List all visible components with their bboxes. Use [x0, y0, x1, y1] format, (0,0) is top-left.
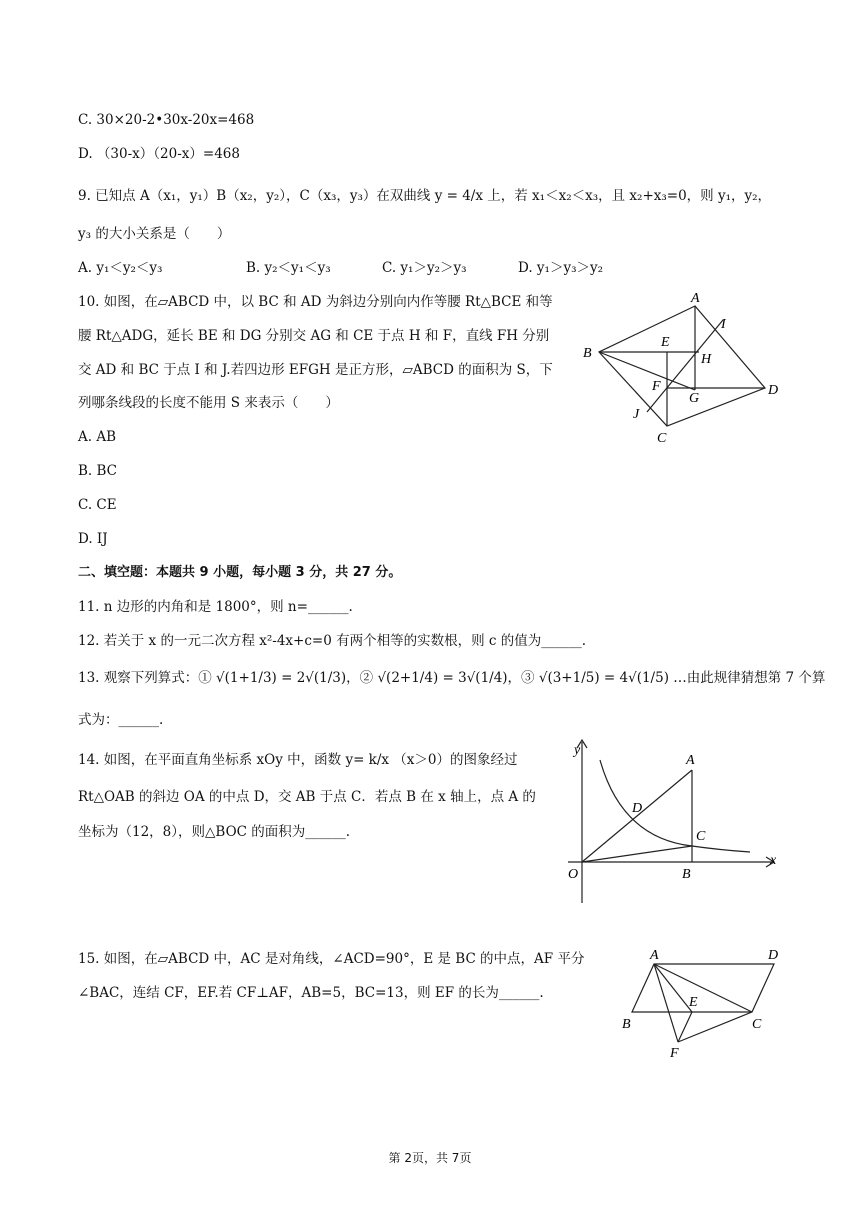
q13-line2: 式为：______. — [78, 712, 164, 728]
q10-option-b: B. BC — [78, 463, 118, 479]
q13-line1: 13. 观察下列算式：① √(1+1/3) = 2√(1/3)，② √(2+1/4) = 3√(1/4)，③ √(3+1/5) = 4√(1/5) …由此规律猜想第 7 个算 — [78, 670, 826, 686]
q10-parallelogram — [599, 306, 765, 426]
q15-label-a: A — [650, 948, 659, 963]
q15-label-d: D — [768, 948, 779, 963]
q10-label-b: B — [583, 346, 592, 361]
q10-label-i: I — [721, 317, 726, 332]
q12: 12. 若关于 x 的一元二次方程 x²-4x+c=0 有两个相等的实数根，则 c 的值为______. — [78, 633, 587, 649]
q14-figure — [560, 738, 785, 908]
q14-hyperbola — [600, 760, 750, 852]
q15-label-b: B — [622, 1017, 631, 1032]
q14-line1: 14. 如图，在平面直角坐标系 xOy 中，函数 y= k/x （x＞0）的图象经过 — [78, 752, 518, 768]
q9-option-b: B. y₂＜y₁＜y₃ — [246, 260, 331, 276]
q10-stem-line1: 10. 如图，在▱ABCD 中，以 BC 和 AD 为斜边分别向内作等腰 Rt△BCE 和等 — [78, 294, 553, 310]
q14-label-a: A — [686, 753, 695, 768]
q10-label-e: E — [661, 335, 670, 350]
q9-option-c: C. y₁＞y₂＞y₃ — [382, 260, 467, 276]
q15-label-c: C — [752, 1017, 762, 1032]
q10-label-h: H — [701, 352, 712, 367]
section-2-heading: 二、填空题：本题共 9 小题，每小题 3 分，共 27 分。 — [78, 565, 402, 580]
q14-label-b: B — [682, 867, 691, 882]
q14-label-c: C — [696, 829, 706, 844]
q9-stem-line2: y₃ 的大小关系是（ ） — [78, 226, 231, 242]
q15-label-e: E — [689, 995, 698, 1010]
q11: 11. n 边形的内角和是 1800°，则 n=______. — [78, 599, 353, 615]
q10-stem-line4: 列哪条线段的长度不能用 S 来表示（ ） — [78, 395, 339, 411]
q14-label-o: O — [568, 867, 579, 882]
q10-stem-line3: 交 AD 和 BC 于点 I 和 J.若四边形 EFGH 是正方形，▱ABCD 的面积为 S，下 — [78, 362, 553, 378]
q8-option-c: C. 30×20-2•30x-20x=468 — [78, 112, 255, 128]
q10-label-g: G — [689, 391, 700, 406]
q14-line2: Rt△OAB 的斜边 OA 的中点 D，交 AB 于点 C．若点 B 在 x 轴上，点 A 的 — [78, 789, 536, 805]
q14-label-x: x — [770, 853, 777, 868]
q9-stem-line1: 9. 已知点 A（x₁，y₁）B（x₂，y₂），C（x₃，y₃）在双曲线 y = 4/x 上，若 x₁＜x₂＜x₃，且 x₂+x₃=0，则 y₁，y₂， — [78, 188, 772, 204]
q9-option-a: A. y₁＜y₂＜y₃ — [78, 260, 163, 276]
q14-label-d: D — [632, 801, 643, 816]
q15-line2: ∠BAC，连结 CF，EF.若 CF⊥AF，AB=5，BC=13，则 EF 的长为______. — [78, 985, 544, 1001]
q10-label-f: F — [652, 379, 661, 394]
q8-option-d: D. （30-x）（20-x）=468 — [78, 146, 240, 162]
q15-label-f: F — [670, 1046, 679, 1061]
q10-label-d: D — [768, 383, 779, 398]
q14-label-y: y — [574, 743, 581, 758]
page-footer: 第 2页，共 7页 — [388, 1151, 472, 1165]
q10-label-j: J — [633, 407, 640, 422]
q10-option-d: D. IJ — [78, 531, 108, 547]
q9-option-d: D. y₁＞y₃＞y₂ — [518, 260, 604, 276]
q10-label-c: C — [657, 431, 667, 446]
q10-label-a: A — [691, 291, 700, 306]
q10-option-a: A. AB — [78, 429, 117, 445]
q10-stem-line2: 腰 Rt△ADG，延长 BE 和 DG 分别交 AG 和 CE 于点 H 和 F，直线 FH 分别 — [78, 328, 550, 344]
q15-figure — [612, 944, 787, 1064]
q14-line3: 坐标为（12，8），则△BOC 的面积为______. — [78, 824, 351, 840]
q10-option-c: C. CE — [78, 497, 117, 513]
q15-line1: 15. 如图，在▱ABCD 中，AC 是对角线，∠ACD=90°，E 是 BC 的中点，AF 平分 — [78, 951, 585, 967]
q10-figure — [575, 290, 790, 450]
